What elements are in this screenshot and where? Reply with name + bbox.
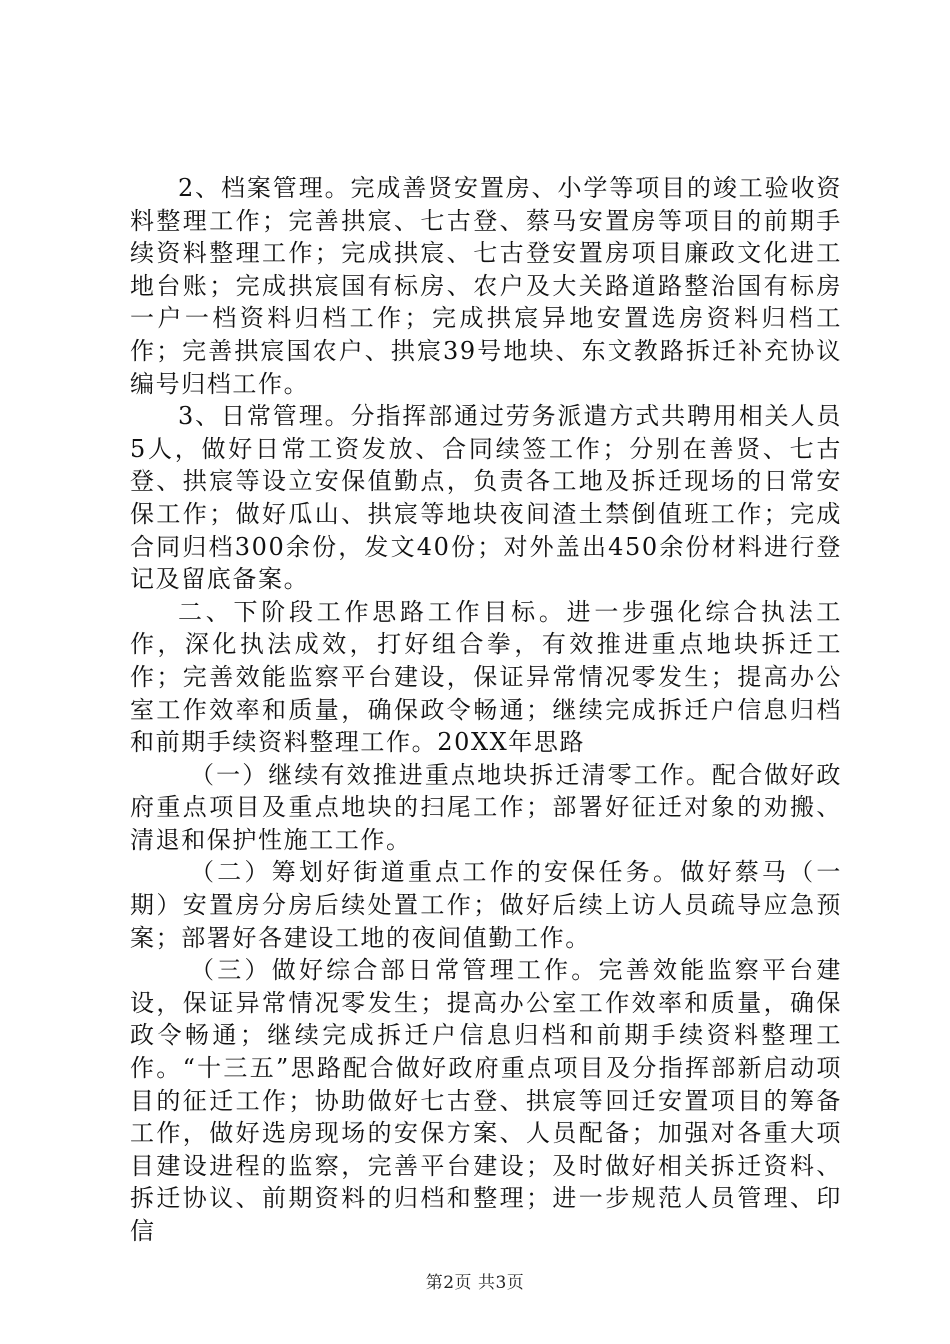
- document-body: [130, 172, 842, 1248]
- paragraph-daily-management: 3、日常管理。分指挥部通过劳务派遣方式共聘用相关人员5人，做好日常工资发放、合同续签工作；分别在善贤、七古登、拱宸等设立安保值勤点，负责各工地及拆迁现场的日常安保工作；做好瓜山、拱宸等地块夜间渣土禁倒值班工作；完成合同归档300余份，发文40份；对外盖出450余份材料进行登记及留底备案。: [130, 402, 842, 594]
- paragraph-item-three: （三）做好综合部日常管理工作。完善效能监察平台建设，保证异常情况零发生；提高办公室工作效率和质量，确保政令畅通；继续完成拆迁户信息归档和前期手续资料整理工作。“十三五”思路配合做好政府重点项目及分指挥部新启动项目的征迁工作；协助做好七古登、拱宸等回迁安置项目的筹备工作，做好选房现场的安保方案、人员配备；加强对各重大项目建设进程的监察，完善平台建设；及时做好相关拆迁资料、拆迁协议、前期资料的归档和整理；进一步规范人员管理、印信: [130, 956, 842, 1245]
- paragraph-archive-management: 2、档案管理。完成善贤安置房、小学等项目的竣工验收资料整理工作；完善拱宸、七古登、蔡马安置房等项目的前期手续资料整理工作；完成拱宸、七古登安置房项目廉政文化进工地台账；完成拱宸国有标房、农户及大关路道路整治国有标房一户一档资料归档工作；完成拱宸异地安置选房资料归档工作；完善拱宸国农户、拱宸39号地块、东文教路拆迁补充协议编号归档工作。: [130, 174, 842, 398]
- paragraph-next-stage-goals: 二、下阶段工作思路工作目标。进一步强化综合执法工作，深化执法成效，打好组合拳，有效推进重点地块拆迁工作；完善效能监察平台建设，保证异常情况零发生；提高办公室工作效率和质量，确保政令畅通；继续完成拆迁户信息归档和前期手续资料整理工作。20XX年思路: [130, 597, 842, 757]
- paragraph-item-one: （一）继续有效推进重点地块拆迁清零工作。配合做好政府重点项目及重点地块的扫尾工作；部署好征迁对象的劝搬、清退和保护性施工工作。: [130, 760, 842, 854]
- paragraph-item-two: （二）筹划好街道重点工作的安保任务。做好蔡马（一期）安置房分房后续处置工作；做好后续上访人员疏导应急预案；部署好各建设工地的夜间值勤工作。: [130, 858, 842, 952]
- page-number-footer: 第2页 共3页: [425, 1273, 525, 1293]
